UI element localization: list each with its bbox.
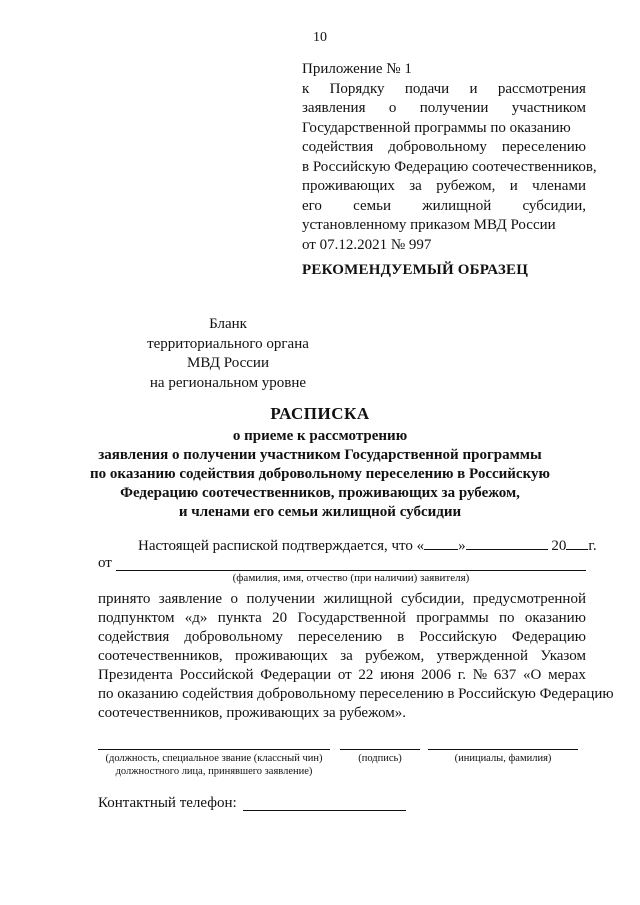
word: о [388,100,397,116]
word: содействия [98,629,170,645]
word: рассмотрения [497,80,586,97]
body-line [98,590,586,609]
word: проживающих [302,178,395,194]
confirmation-line [138,535,597,555]
word: Порядку [329,80,385,97]
applicant-name-field[interactable] [116,570,586,571]
applicant-name-caption: (фамилия, имя, отчество (при наличии) заявителя) [232,572,470,584]
word: к [302,80,310,97]
body-line [98,666,586,685]
word: предусмотренной [472,591,586,607]
word: оказанию [524,610,586,626]
word: переселению [501,139,586,155]
word: субсидии, [522,197,586,214]
word: по оказанию содействия добровольному переселению в Российскую Федерацию [98,686,614,702]
blank-line: территориального органа [147,335,309,352]
word: мерах [548,667,586,683]
word: программы [416,610,489,626]
quote-close: » [458,538,466,554]
document-title: РАСПИСКА [270,404,370,423]
annex-line [302,177,586,197]
sample-label: РЕКОМЕНДУЕМЫЙ ОБРАЗЕЦ [302,262,529,278]
body-line: соотечественников, проживающих за рубежом». [98,705,407,721]
word: за [340,648,353,664]
word: семьи [353,197,392,214]
word: Федерации [260,667,332,683]
name-field[interactable] [428,749,578,750]
word: от [337,667,352,683]
word: Российской [179,667,254,683]
word: соотечественников, [98,648,223,664]
position-caption-line: (должность, специальное звание (классный чин) [105,753,323,764]
subtitle-line: заявления о получении участником Государственной программы [98,447,542,463]
word: рубежом, [365,648,425,664]
subtitle-line: Федерацию соотечественников, проживающих за рубежом, [120,485,520,501]
word: подачи [404,80,450,97]
word: пункта [217,610,262,626]
word: «О [523,667,542,683]
body-line [98,628,586,647]
from-label: от [98,555,112,571]
signature-field[interactable] [340,749,420,750]
year-prefix: 20 [551,538,567,554]
word: жилищной [323,591,393,607]
word: Указом [540,648,586,664]
month-field[interactable] [466,535,548,550]
word: его [302,197,322,214]
contact-phone-field[interactable] [243,810,406,811]
annex-order-date: от 07.12.2021 № 997 [302,236,432,253]
word: субсидии, [400,591,465,607]
annex-line [302,99,586,119]
annex-title: Приложение № 1 [302,61,412,77]
word: принято [98,591,151,607]
word: № [472,667,488,683]
annex-line [302,119,586,139]
word: о [230,591,238,607]
body-text [98,590,614,723]
word: добровольному [388,139,487,155]
word: Государственной программы по оказанию [302,119,571,136]
word: подпунктом [98,610,175,626]
word: 20 [272,610,288,626]
document-subtitle [60,427,580,522]
annex-line [302,138,586,158]
word: 22 [358,667,374,683]
word: заявления [302,100,366,116]
subtitle-line: и членами его семьи жилищной субсидии [178,504,462,520]
word: «д» [184,610,208,626]
annex-lines [302,80,597,236]
contact-phone-label: Контактный телефон: [98,795,237,811]
word: 637 [493,667,517,683]
word: 2006 [421,667,452,683]
word: г. [457,667,467,683]
position-field[interactable] [98,749,330,750]
blank-line: на региональном уровне [149,374,307,391]
name-caption: (инициалы, фамилия) [454,753,552,764]
word: по [498,610,515,626]
year-suffix: г. [588,538,597,554]
word: установленному приказом МВД России [302,217,556,233]
word: рубежом, [436,178,496,194]
blank-line: Бланк [209,316,247,332]
position-caption-line: должностного лица, принявшего заявление) [115,766,313,777]
word: переселению [297,629,383,645]
word: жилищной [422,197,492,214]
body-line [98,647,586,666]
day-field[interactable] [424,535,458,550]
annex-line [302,216,586,236]
position-caption [86,752,342,778]
word: заявление [158,591,223,607]
body-line [98,609,586,628]
annex-block [302,60,597,255]
year-field[interactable] [566,535,588,550]
subtitle-line: о приеме к рассмотрению [232,428,408,444]
letterhead-blank [108,315,348,393]
word: членами [532,178,586,194]
word: проживающих [235,648,328,664]
word: Государственной [297,610,406,626]
word: в Российскую Федерацию соотечественников, [302,158,597,175]
signature-caption: (подпись) [358,753,402,764]
confirmation-text: Настоящей распиской подтверждается, что « [138,538,425,554]
word: утвержденной [436,648,529,664]
word: за [409,178,422,194]
body-lines [98,590,614,704]
word: участником [511,100,586,116]
word: Президента [98,667,173,683]
annex-line [302,197,586,217]
word: добровольному [184,629,283,645]
word: и [469,80,478,97]
word: получении [419,100,489,116]
page-number: 10 [313,30,327,45]
word: июня [380,667,415,683]
word: Федерацию [511,629,586,645]
word: и [509,178,518,194]
annex-line [302,158,597,178]
body-line [98,685,614,704]
annex-line [302,80,586,100]
word: в [397,629,405,645]
word: содействия [302,139,374,155]
word: Российскую [419,629,497,645]
word: получении [246,591,316,607]
blank-line: МВД России [187,355,269,371]
subtitle-line: по оказанию содействия добровольному переселению в Российскую [90,466,550,482]
